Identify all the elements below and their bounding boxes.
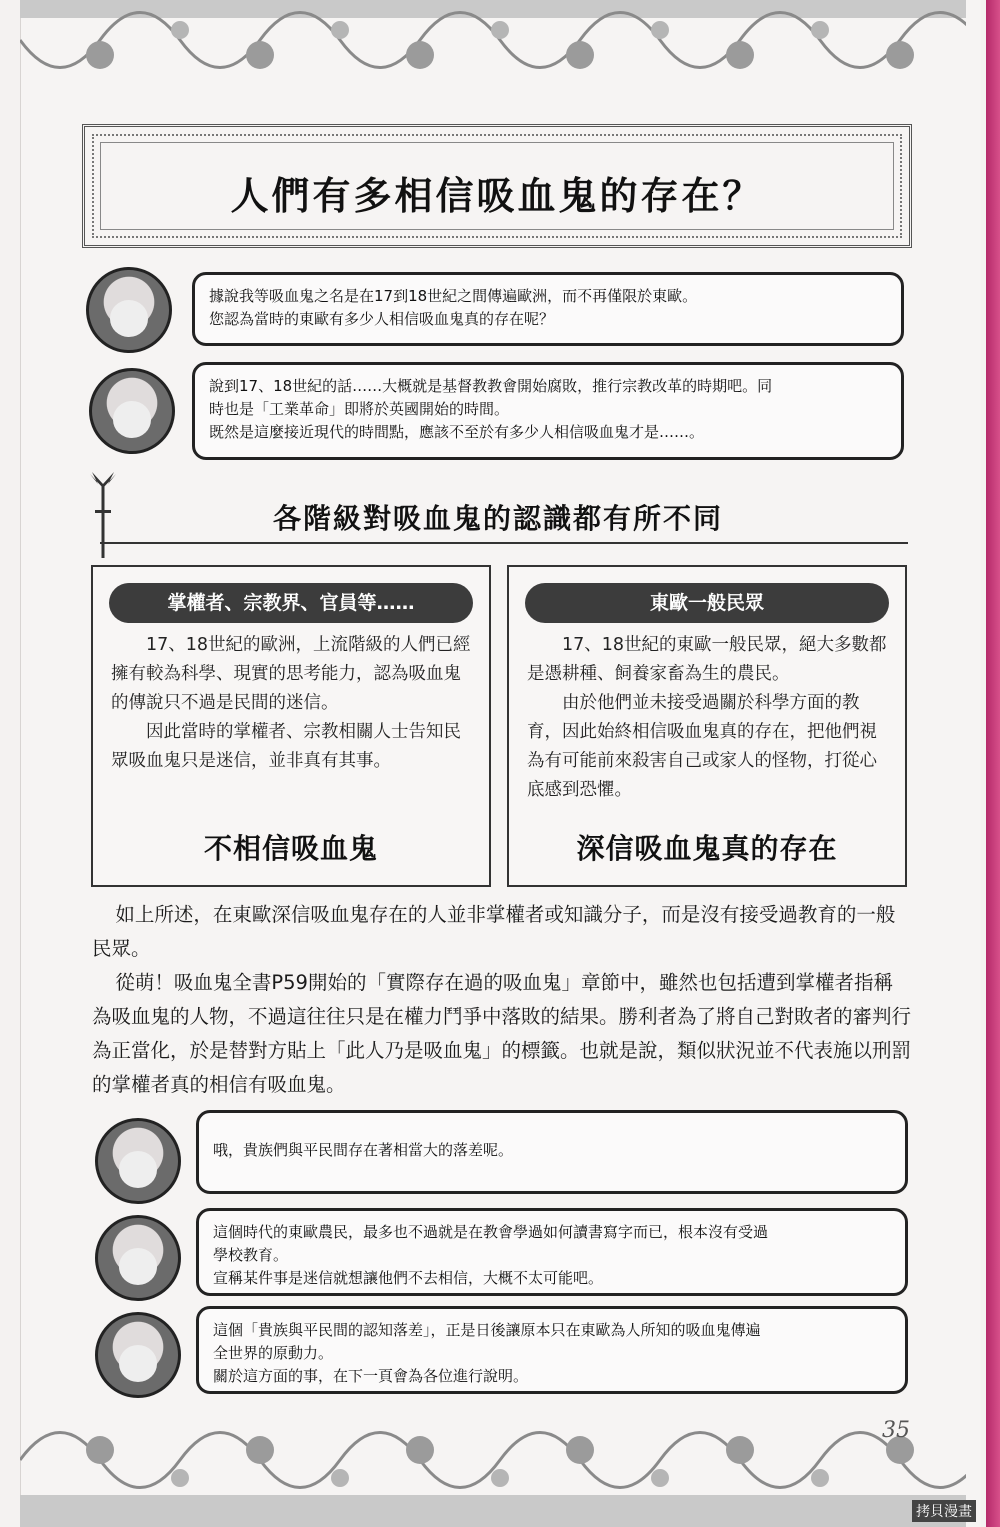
box-label: 東歐一般民眾 xyxy=(525,583,889,623)
bubble-line: 說到17、18世紀的話……大概就是基督教教會開始腐敗，推行宗教改革的時期吧。同 xyxy=(209,377,773,395)
box-conclusion: 不相信吸血鬼 xyxy=(203,832,378,865)
bubble-line: 時也是「工業革命」即將於英國開始的時間。 xyxy=(209,400,510,418)
title-frame xyxy=(82,124,912,248)
page-title: 人們有多相信吸血鬼的存在？ xyxy=(230,173,764,218)
bubble-line: 這個時代的東歐農民，最多也不過就是在教會學過如何讀書寫字而已，根本沒有受過 xyxy=(213,1223,769,1241)
bubble-line: 學校教育。 xyxy=(213,1246,289,1264)
vampire-avatar xyxy=(86,267,172,353)
body-paragraph: 如上所述，在東歐深信吸血鬼存在的人並非掌權者或知識分子，而是沒有接受過教育的一般民眾。 xyxy=(92,903,896,960)
bubble-line: 據說我等吸血鬼之名是在17到18世紀之間傳遍歐洲，而不再僅限於東歐。 xyxy=(209,287,698,305)
body-text xyxy=(92,898,912,1102)
section-rule xyxy=(100,542,908,544)
lace-border-top xyxy=(20,0,966,95)
page-number: 35 xyxy=(882,1418,910,1443)
bubble-line: 您認為當時的東歐有多少人相信吸血鬼真的存在呢？ xyxy=(209,310,555,328)
section-title: 各階級對吸血鬼的認識都有所不同 xyxy=(272,502,723,535)
bubble-line: 既然是這麼接近現代的時間點，應該不至於有多少人相信吸血鬼才是……。 xyxy=(209,423,705,441)
box-paragraph: 因此當時的掌權者、宗教相關人士告知民眾吸血鬼只是迷信，並非真有其事。 xyxy=(111,722,461,771)
box-paragraph: 由於他們並未接受過關於科學方面的教育，因此始終相信吸血鬼真的存在，把他們視為有可能前來殺害自己或家人的怪物，打從心底感到恐懼。 xyxy=(527,693,877,800)
speech-bubble xyxy=(196,1208,908,1296)
commoners-box xyxy=(507,565,907,887)
bubble-line: 關於這方面的事，在下一頁會為各位進行說明。 xyxy=(213,1367,529,1385)
page-edge xyxy=(986,0,1000,1527)
speech-bubble xyxy=(192,272,904,346)
body-paragraph: 從萌！吸血鬼全書P59開始的「實際存在過的吸血鬼」章節中，雖然也包括遭到掌權者指稱為吸血鬼的人物，不過這往往只是在權力鬥爭中落敗的結果。勝利者為了將自己對敗者的審判行為正當化，於是替對方貼上「此人乃是吸血鬼」的標籤。也就是說，類似狀況並不代表施以刑罰的掌權者真的相信有吸血鬼。 xyxy=(92,971,912,1096)
speech-bubble xyxy=(196,1306,908,1394)
bubble-line: 這個「貴族與平民間的認知落差」，正是日後讓原本只在東歐為人所知的吸血鬼傳遍 xyxy=(213,1321,761,1339)
lace-border-bottom xyxy=(20,1400,966,1527)
girl-avatar xyxy=(89,368,175,454)
vampire-avatar xyxy=(95,1312,181,1398)
box-paragraph: 17、18世紀的歐洲，上流階級的人們已經擁有較為科學、現實的思考能力，認為吸血鬼的傳說只不過是民間的迷信。 xyxy=(111,635,471,713)
speech-bubble xyxy=(196,1110,908,1194)
box-text xyxy=(111,631,477,776)
bubble-line: 哦，貴族們與平民間存在著相當大的落差呢。 xyxy=(213,1141,514,1159)
boy-avatar xyxy=(95,1215,181,1301)
section-heading xyxy=(88,470,908,560)
box-label: 掌權者、宗教界、官員等…… xyxy=(109,583,473,623)
bubble-line: 宣稱某件事是迷信就想讓他們不去相信，大概不太可能吧。 xyxy=(213,1269,604,1287)
box-paragraph: 17、18世紀的東歐一般民眾，絕大多數都是憑耕種、飼養家畜為生的農民。 xyxy=(527,635,887,684)
blonde-avatar xyxy=(95,1118,181,1204)
bubble-line: 全世界的原動力。 xyxy=(213,1344,334,1362)
box-conclusion: 深信吸血鬼真的存在 xyxy=(576,832,838,865)
speech-bubble xyxy=(192,362,904,460)
watermark: 拷貝漫畫 xyxy=(912,1500,976,1522)
box-text xyxy=(527,631,893,805)
nobility-box xyxy=(91,565,491,887)
